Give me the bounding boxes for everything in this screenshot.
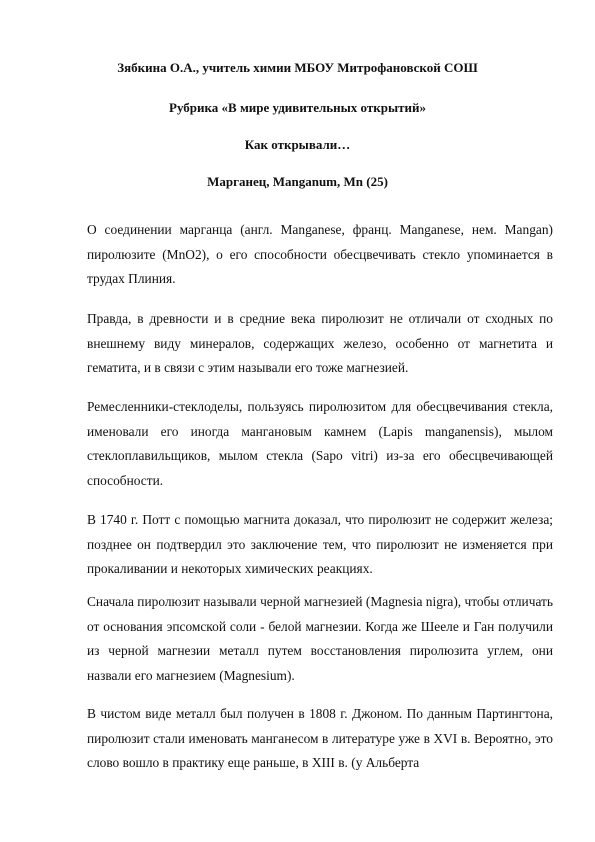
rubric-line: Рубрика «В мире удивительных открытий» <box>169 100 426 115</box>
paragraph-3: Ремесленники-стеклоделы, пользуясь пиролюзитом для обесцвечивания стекла, именовали его иногда мангановым камнем (Lapis manganensis), мылом стеклоплавильщиков, мылом стекла (Sapo vitri) из-за его обесцвечивающей способности. <box>87 399 553 488</box>
author-line: Зябкина О.А., учитель химии МБОУ Митрофановской СОШ <box>117 60 478 75</box>
paragraph-6: В чистом виде металл был получен в 1808 г. Джоном. По данным Партингтона, пиролюзит стали именовать манганесом в литературе уже в XVI в. Вероятно, это слово вошло в практику еще раньше, в XIII в. (у Альберта <box>87 706 553 770</box>
paragraph-1: О соединении марганца (англ. Manganese, франц. Manganese, нем. Mangan) пиролюзите (MnO2), о его способности обесцвечивать стекло упоминается в трудах Плиния. <box>87 222 553 286</box>
paragraph-4: В 1740 г. Потт с помощью магнита доказал, что пиролюзит не содержит железа; позднее он подтвердил это заключение тем, что пиролюзит не изменяется при прокаливании и некоторых химических реакциях. <box>87 512 553 576</box>
subtitle-line: Как открывали… <box>244 137 351 152</box>
paragraph-5: Сначала пиролюзит называли черной магнезией (Magnesia nigra), чтобы отличать от основания эпсомской соли - белой магнезии. Когда же Шееле и Ган получили из черной магнезии металл путем восстановления пиролюзита углем, они назвали его магнезием (Magnesium). <box>87 594 553 683</box>
element-title: Марганец, Manganum, Mn (25) <box>207 174 388 189</box>
paragraph-2: Правда, в древности и в средние века пиролюзит не отличали от сходных по внешнему виду минералов, содержащих железо, особенно от магнетита и гематита, и в связи с этим называли его тоже магнезией. <box>87 311 553 375</box>
